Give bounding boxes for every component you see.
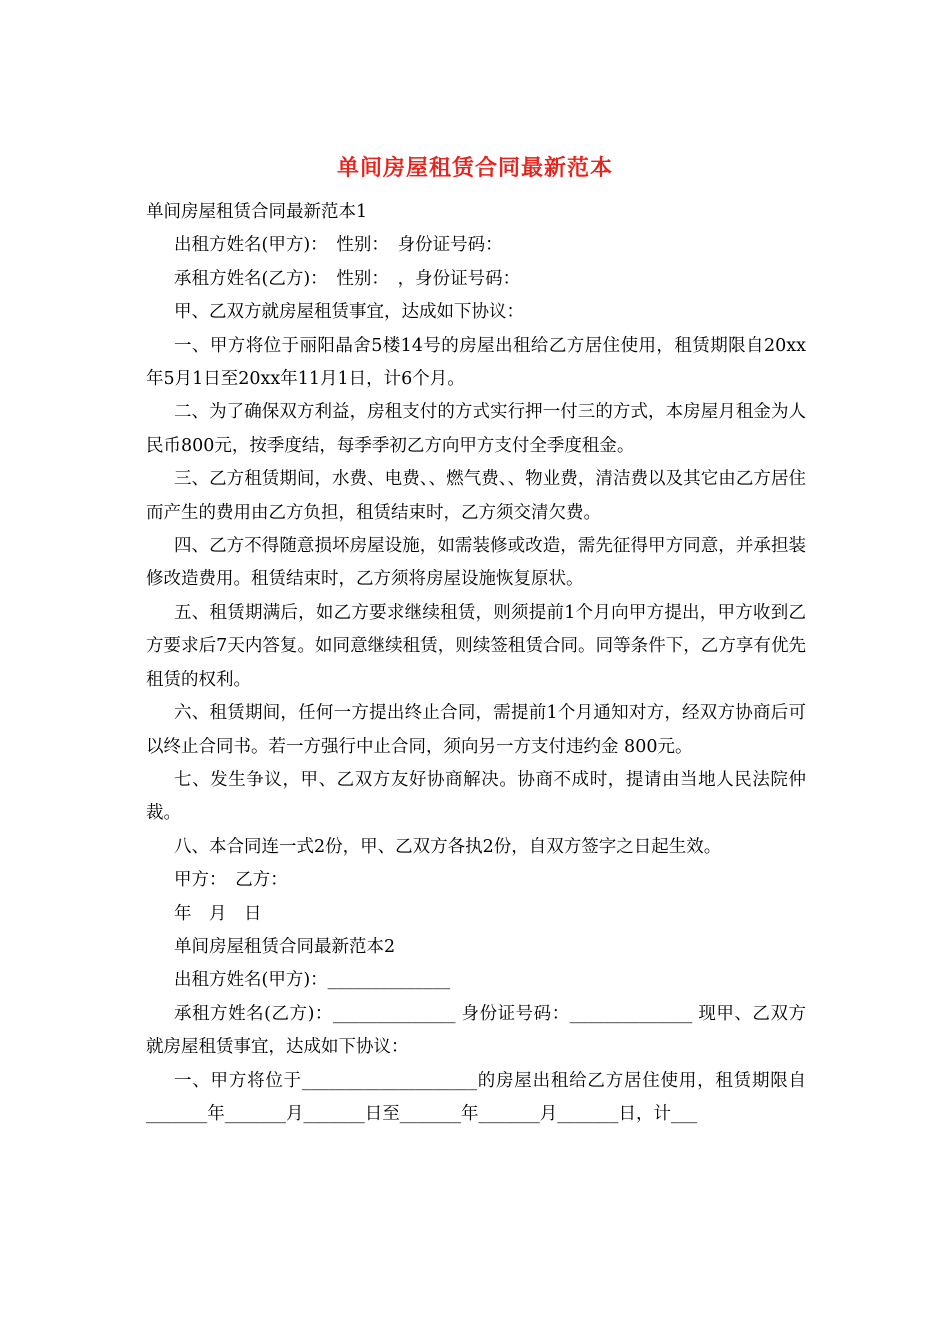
paragraph-lessor-info: 出租方姓名(甲方)： 性别： 身份证号码：: [174, 235, 503, 256]
clause-7: 七、发生争议，甲、乙双方友好协商解决。协商不成时，提请由当地人民法院仲裁。: [146, 769, 806, 824]
paragraph-agreement-intro: 甲、乙双方就房屋租赁事宜，达成如下协议：: [174, 302, 524, 323]
section-heading-1: 单间房屋租赁合同最新范本1: [146, 202, 368, 222]
clause-2: 二、为了确保双方利益，房租支付的方式实行押一付三的方式，本房屋月租金为人民币800元，按季度结，每季季初乙方向甲方支付全季度租金。: [146, 402, 806, 456]
signature-parties: 甲方： 乙方：: [174, 870, 288, 891]
clause-8: 八、本合同连一式2份，甲、乙双方各执2份，自双方签字之日起生效。: [174, 836, 722, 857]
clause-5: 五、租赁期满后，如乙方要求继续租赁，则须提前1个月向甲方提出，甲方收到乙方要求后7天内答复。如同意继续租赁，则续签租赁合同。同等条件下，乙方享有优先租赁的权利。: [146, 602, 806, 690]
paragraph-lessee-info: 承租方姓名(乙方)： 性别： ，身份证号码：: [174, 268, 521, 289]
document-body: [146, 196, 806, 1131]
template-clause-1: 一、甲方将位于____________________的房屋出租给乙方居住使用，租赁期限自_______年_______月_______日至_______年_______月_______日，计___: [146, 1070, 806, 1124]
clause-3: 三、乙方租赁期间，水费、电费、、燃气费、、物业费，清洁费以及其它由乙方居住而产生的费用由乙方负担，租赁结束时，乙方须交清欠费。: [146, 469, 806, 523]
clause-1: 一、甲方将位于丽阳晶舍5楼14号的房屋出租给乙方居住使用，租赁期限自20xx年5月1日至20xx年11月1日，计6个月。: [146, 335, 806, 390]
signature-date: 年 月 日: [174, 903, 262, 924]
template-lessee-line: 承租方姓名(乙方)：______________ 身份证号码：______________ 现甲、乙双方就房屋租赁事宜，达成如下协议：: [146, 1003, 806, 1058]
document-title: 单间房屋租赁合同最新范本: [336, 155, 613, 181]
clause-6: 六、租赁期间，任何一方提出终止合同，需提前1个月通知对方，经双方协商后可以终止合同书。若一方强行中止合同，须向另一方支付违约金 800元。: [146, 703, 806, 757]
template-lessor-line: 出租方姓名(甲方)：______________: [174, 970, 451, 991]
clause-4: 四、乙方不得随意损坏房屋设施，如需装修或改造，需先征得甲方同意，并承担装修改造费用。租赁结束时，乙方须将房屋设施恢复原状。: [146, 536, 806, 590]
section-heading-2: 单间房屋租赁合同最新范本2: [174, 936, 396, 957]
